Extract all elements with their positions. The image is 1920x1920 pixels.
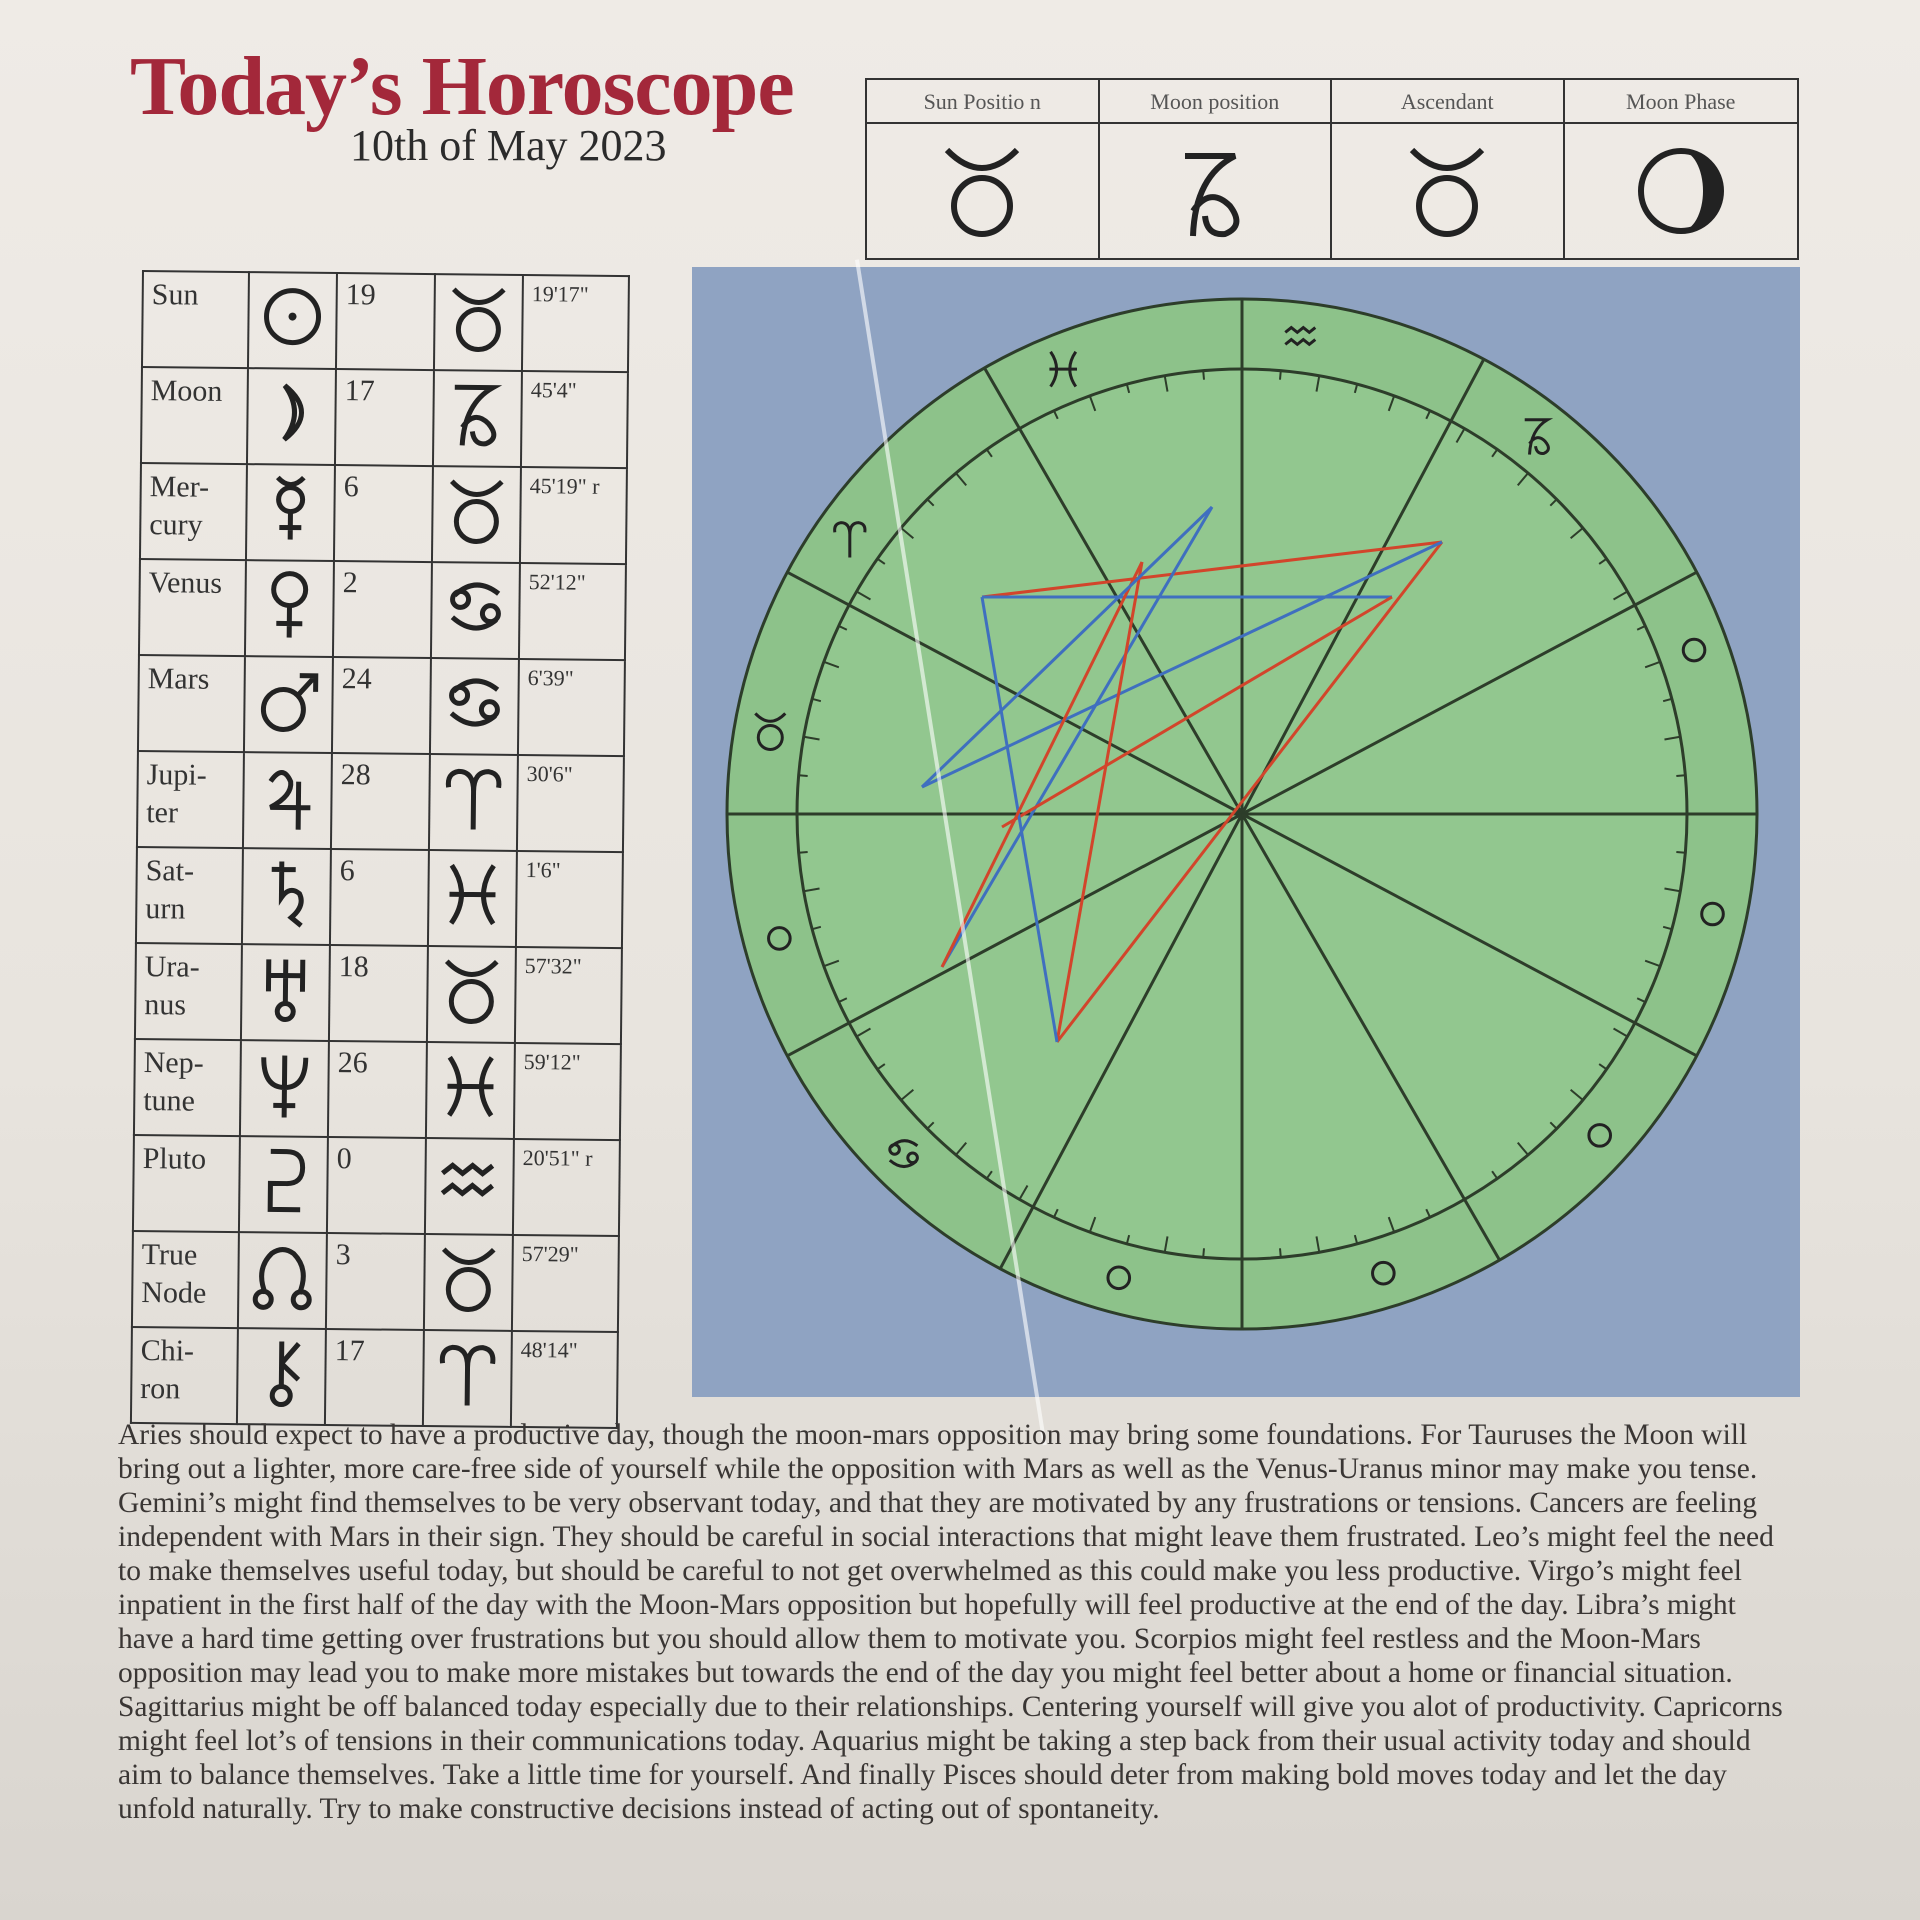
true-node-icon	[247, 1239, 318, 1314]
moon-phase-header: Moon Phase	[1565, 80, 1798, 124]
planet-name: Sun	[142, 271, 249, 368]
planet-minutes: 6'39"	[518, 659, 625, 756]
degree-tick	[1676, 775, 1685, 776]
planet-name: Nep-tune	[134, 1039, 241, 1136]
aquarius-icon	[434, 1145, 505, 1220]
planet-minutes: 19'17"	[522, 275, 629, 372]
planet-degree: 6	[330, 849, 429, 946]
planet-name: Mars	[138, 655, 245, 752]
planet-name: Pluto	[133, 1135, 240, 1232]
taurus-icon	[436, 953, 507, 1028]
ascendant-cell	[1332, 124, 1565, 258]
planet-name: Mer-cury	[140, 463, 247, 560]
planet-symbol-cell	[245, 560, 334, 657]
planet-sign-cell	[424, 1234, 513, 1331]
ascendant-header: Ascendant	[1332, 80, 1565, 124]
planet-sign-cell	[432, 466, 521, 563]
table-row	[142, 271, 629, 372]
planet-degree: 28	[331, 753, 430, 850]
planet-degree: 18	[329, 945, 428, 1042]
horoscope-reading	[118, 1418, 1790, 1826]
moon-icon	[256, 375, 327, 450]
natal-wheel-chart	[692, 267, 1800, 1397]
jupiter-icon	[252, 759, 323, 834]
sun-icon	[257, 279, 328, 354]
taurus-icon	[1397, 136, 1497, 246]
planet-minutes: 45'19" r	[520, 467, 627, 564]
planet-sign-cell	[433, 370, 522, 467]
degree-tick	[1203, 1248, 1204, 1257]
table-row	[140, 463, 627, 564]
page-title: Today’s Horoscope	[130, 40, 794, 133]
planet-degree: 19	[336, 273, 435, 370]
planet-sign-cell	[426, 1042, 515, 1139]
planet-sign-cell	[431, 562, 520, 659]
planet-name: Sat-urn	[136, 847, 243, 944]
planet-degree: 0	[327, 1137, 426, 1234]
planet-degree: 3	[326, 1233, 425, 1330]
planet-name: Moon	[141, 367, 248, 464]
neptune-icon	[249, 1047, 320, 1122]
degree-tick	[799, 775, 808, 776]
planet-minutes: 48'14"	[511, 1331, 618, 1428]
planet-degree: 17	[335, 369, 434, 466]
planet-minutes: 30'6"	[517, 755, 624, 852]
table-row	[131, 1327, 618, 1428]
planet-symbol-cell	[237, 1328, 326, 1425]
table-row	[139, 559, 626, 660]
taurus-icon	[932, 136, 1032, 246]
planet-sign-cell	[425, 1138, 514, 1235]
planet-minutes: 59'12"	[514, 1043, 621, 1140]
uranus-icon	[250, 951, 321, 1026]
planet-degree: 26	[328, 1041, 427, 1138]
moon-phase-cell	[1565, 124, 1798, 258]
planet-sign-cell	[434, 274, 523, 371]
planet-symbol-cell	[246, 464, 335, 561]
capricorn-icon	[442, 377, 513, 452]
moon-position-header: Moon position	[1100, 80, 1333, 124]
table-row	[141, 367, 628, 468]
cancer-icon	[439, 665, 510, 740]
degree-tick	[1676, 852, 1685, 853]
planet-minutes: 45'4"	[521, 371, 628, 468]
pluto-icon	[248, 1143, 319, 1218]
sun-position-cell	[867, 124, 1100, 258]
planet-minutes: 1'6"	[516, 851, 623, 948]
planet-symbol-cell	[247, 368, 336, 465]
chiron-icon	[246, 1335, 317, 1410]
moon-position-cell	[1100, 124, 1333, 258]
planet-symbol-cell	[241, 944, 330, 1041]
planet-name: Chi-ron	[131, 1327, 238, 1424]
waning-moon-icon	[1631, 136, 1731, 246]
cancer-icon	[440, 569, 511, 644]
planet-name: Jupi-ter	[137, 751, 244, 848]
taurus-icon	[441, 473, 512, 548]
planet-sign-cell	[423, 1330, 512, 1427]
planet-symbol-cell	[242, 848, 331, 945]
natal-chart-panel	[692, 267, 1800, 1397]
taurus-icon	[443, 281, 514, 356]
planet-symbol-cell	[248, 272, 337, 369]
page-date: 10th of May 2023	[350, 121, 667, 170]
horoscope-text: Aries should expect to have a productive day, though the moon-mars opposition may bring some foundations. For Tauruses the Moon will bring out a lighter, more care-free side of yourself while the opposition with Mars as well as the Venus-Uranus minor may make you tense. Gemini’s might find themselves to be very observant today, and that they are motivated by any frustrations or tensions. Cancers are feeling independent with Mars in their sign. They should be careful in social interactions that might leave them frustrated. Leo’s might feel the need to make themselves useful today, but should be careful to not get overwhelmed as this could make you less productive. Virgo’s might feel inpatient in the first half of the day with the Moon-Mars opposition but hopefully will feel productive at the end of the day. Libra’s might have a hard time getting over frustrations but you should allow them to motivate you. Scorpios might feel restless and the Moon-Mars opposition may lead you to make more mistakes but towards the end of the day you might feel better about a home or financial situation. Sagittarius might be off balanced today especially due to their relationships. Centering yourself will give you alot of productivity. Capricorns might feel lot’s of tensions in their communications today. Aquarius might be taking a step back from their usual activity today and should aim to balance themselves. Take a little time for yourself. And finally Pisces should deter from making bold moves today and let the day unfold naturally. Try to make constructive decisions instead of acting out of spontaneity.	[118, 1419, 1783, 1825]
planet-name: Venus	[139, 559, 246, 656]
table-row	[133, 1135, 620, 1236]
mars-icon	[253, 663, 324, 738]
pisces-icon	[437, 857, 508, 932]
degree-tick	[1203, 371, 1204, 380]
planet-sign-cell	[430, 658, 519, 755]
planet-sign-cell	[429, 754, 518, 851]
position-summary-table	[865, 78, 1799, 260]
table-row	[136, 847, 623, 948]
aries-icon	[438, 761, 509, 836]
venus-icon	[254, 567, 325, 642]
degree-tick	[1280, 371, 1281, 380]
planet-degree: 6	[334, 465, 433, 562]
aries-icon	[432, 1337, 503, 1412]
table-row	[138, 655, 625, 756]
planet-sign-cell	[428, 850, 517, 947]
table-row	[132, 1231, 619, 1332]
planet-name: Ura-nus	[135, 943, 242, 1040]
planet-symbol-cell	[238, 1232, 327, 1329]
planet-symbol-cell	[244, 656, 333, 753]
planet-positions-table	[130, 270, 630, 1429]
pisces-icon	[435, 1049, 506, 1124]
planet-minutes: 20'51" r	[513, 1139, 620, 1236]
taurus-icon	[433, 1241, 504, 1316]
table-row	[134, 1039, 621, 1140]
saturn-icon	[251, 855, 322, 930]
capricorn-icon	[1165, 136, 1265, 246]
planet-sign-cell	[427, 946, 516, 1043]
planet-symbol-cell	[240, 1040, 329, 1137]
table-row	[137, 751, 624, 852]
mercury-icon	[255, 471, 326, 546]
table-row	[135, 943, 622, 1044]
planet-minutes: 57'29"	[512, 1235, 619, 1332]
planet-name: True Node	[132, 1231, 239, 1328]
degree-tick	[799, 852, 808, 853]
planet-minutes: 57'32"	[515, 947, 622, 1044]
planet-symbol-cell	[239, 1136, 328, 1233]
planet-degree: 2	[333, 561, 432, 658]
planet-degree: 24	[332, 657, 431, 754]
planet-symbol-cell	[243, 752, 332, 849]
degree-tick	[1280, 1248, 1281, 1257]
planet-degree: 17	[325, 1329, 424, 1426]
planet-minutes: 52'12"	[519, 563, 626, 660]
sun-position-header: Sun Positio n	[867, 80, 1100, 124]
